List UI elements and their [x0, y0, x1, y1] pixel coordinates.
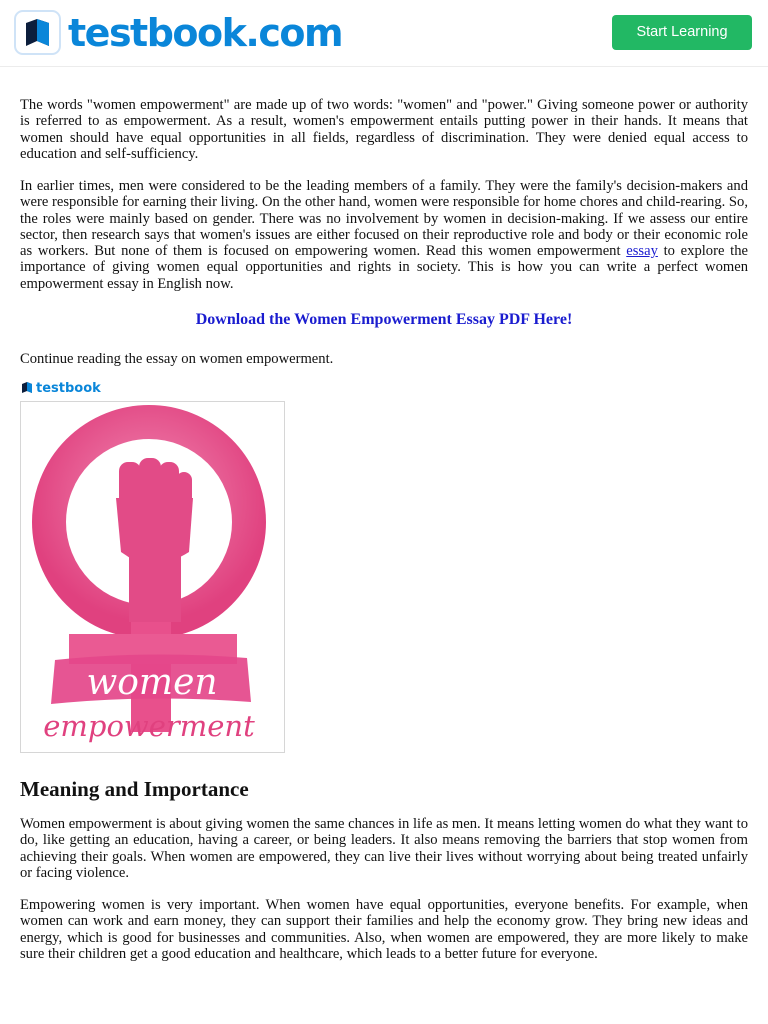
paragraph-meaning: Women empowerment is about giving women the same chances in life as men. It means letting women do what they want to do, like getting an education, having a career, or being leaders. It also means removing the barriers that stop women from achieving their goals. When women are empowered, they can live their lives without worrying about being treated unfairly or facing violence.: [20, 816, 748, 881]
paragraph-importance: Empowering women is very important. When women have equal opportunities, everyone benefits. For example, when women can work and earn money, they can support their families and help the economy grow. They bring new ideas and energy, which is good for businesses and communities. Also, when women are empowered, they are more likely to make sure their children get a good education and healthcare, which leads to a better future for everyone.: [20, 897, 748, 962]
poster-word-women: women: [86, 662, 218, 703]
poster-word-empowerment: empowerment: [43, 709, 255, 743]
watermark-logo-text: testbook: [36, 381, 101, 396]
paragraph-history-text-b: to explore the importance of giving women equal opportunities and rights in society. This is how you can write a perfect women empowerment essay in English now.: [20, 243, 748, 292]
paragraph-history: [20, 178, 748, 292]
raised-fist-icon: [116, 458, 193, 622]
site-header: [0, 0, 768, 67]
paragraph-intro: The words "women empowerment" are made up of two words: "women" and "power." Giving someone power or authority is referred to as empowerment. As a result, women's empowerment entails putting power in their hands. It means that women should have equal opportunities in all fields, regardless of discrimination. They were denied equal access to education and self-sufficiency.: [20, 97, 748, 162]
continue-reading-text: Continue reading the essay on women empowerment.: [20, 351, 334, 367]
testbook-logo-icon[interactable]: [14, 10, 61, 55]
paragraph-history-text-a: In earlier times, men were considered to be the leading members of a family. They were the family's decision-makers and were responsible for earning their living. On the other hand, women were responsible for home chores and child-rearing. So, the roles were mainly based on gender. There was no involvement by women in decision-making. If we assess our entire sector, then research says that women's issues are either focused on their reproductive role and body or their economic role as workers. But none of them is focused on empowering women. Read this women empowerment: [20, 178, 748, 260]
image-watermark-logo: [22, 382, 101, 396]
download-pdf-link[interactable]: Download the Women Empowerment Essay PDF Here!: [195, 311, 573, 328]
testbook-mark-icon: [22, 382, 32, 393]
women-empowerment-image: [20, 401, 285, 753]
essay-link[interactable]: essay: [626, 243, 658, 260]
brand-name[interactable]: testbook.com: [68, 11, 343, 55]
section-heading: Meaning and Importance: [20, 777, 249, 801]
start-learning-button[interactable]: Start Learning: [612, 15, 752, 50]
